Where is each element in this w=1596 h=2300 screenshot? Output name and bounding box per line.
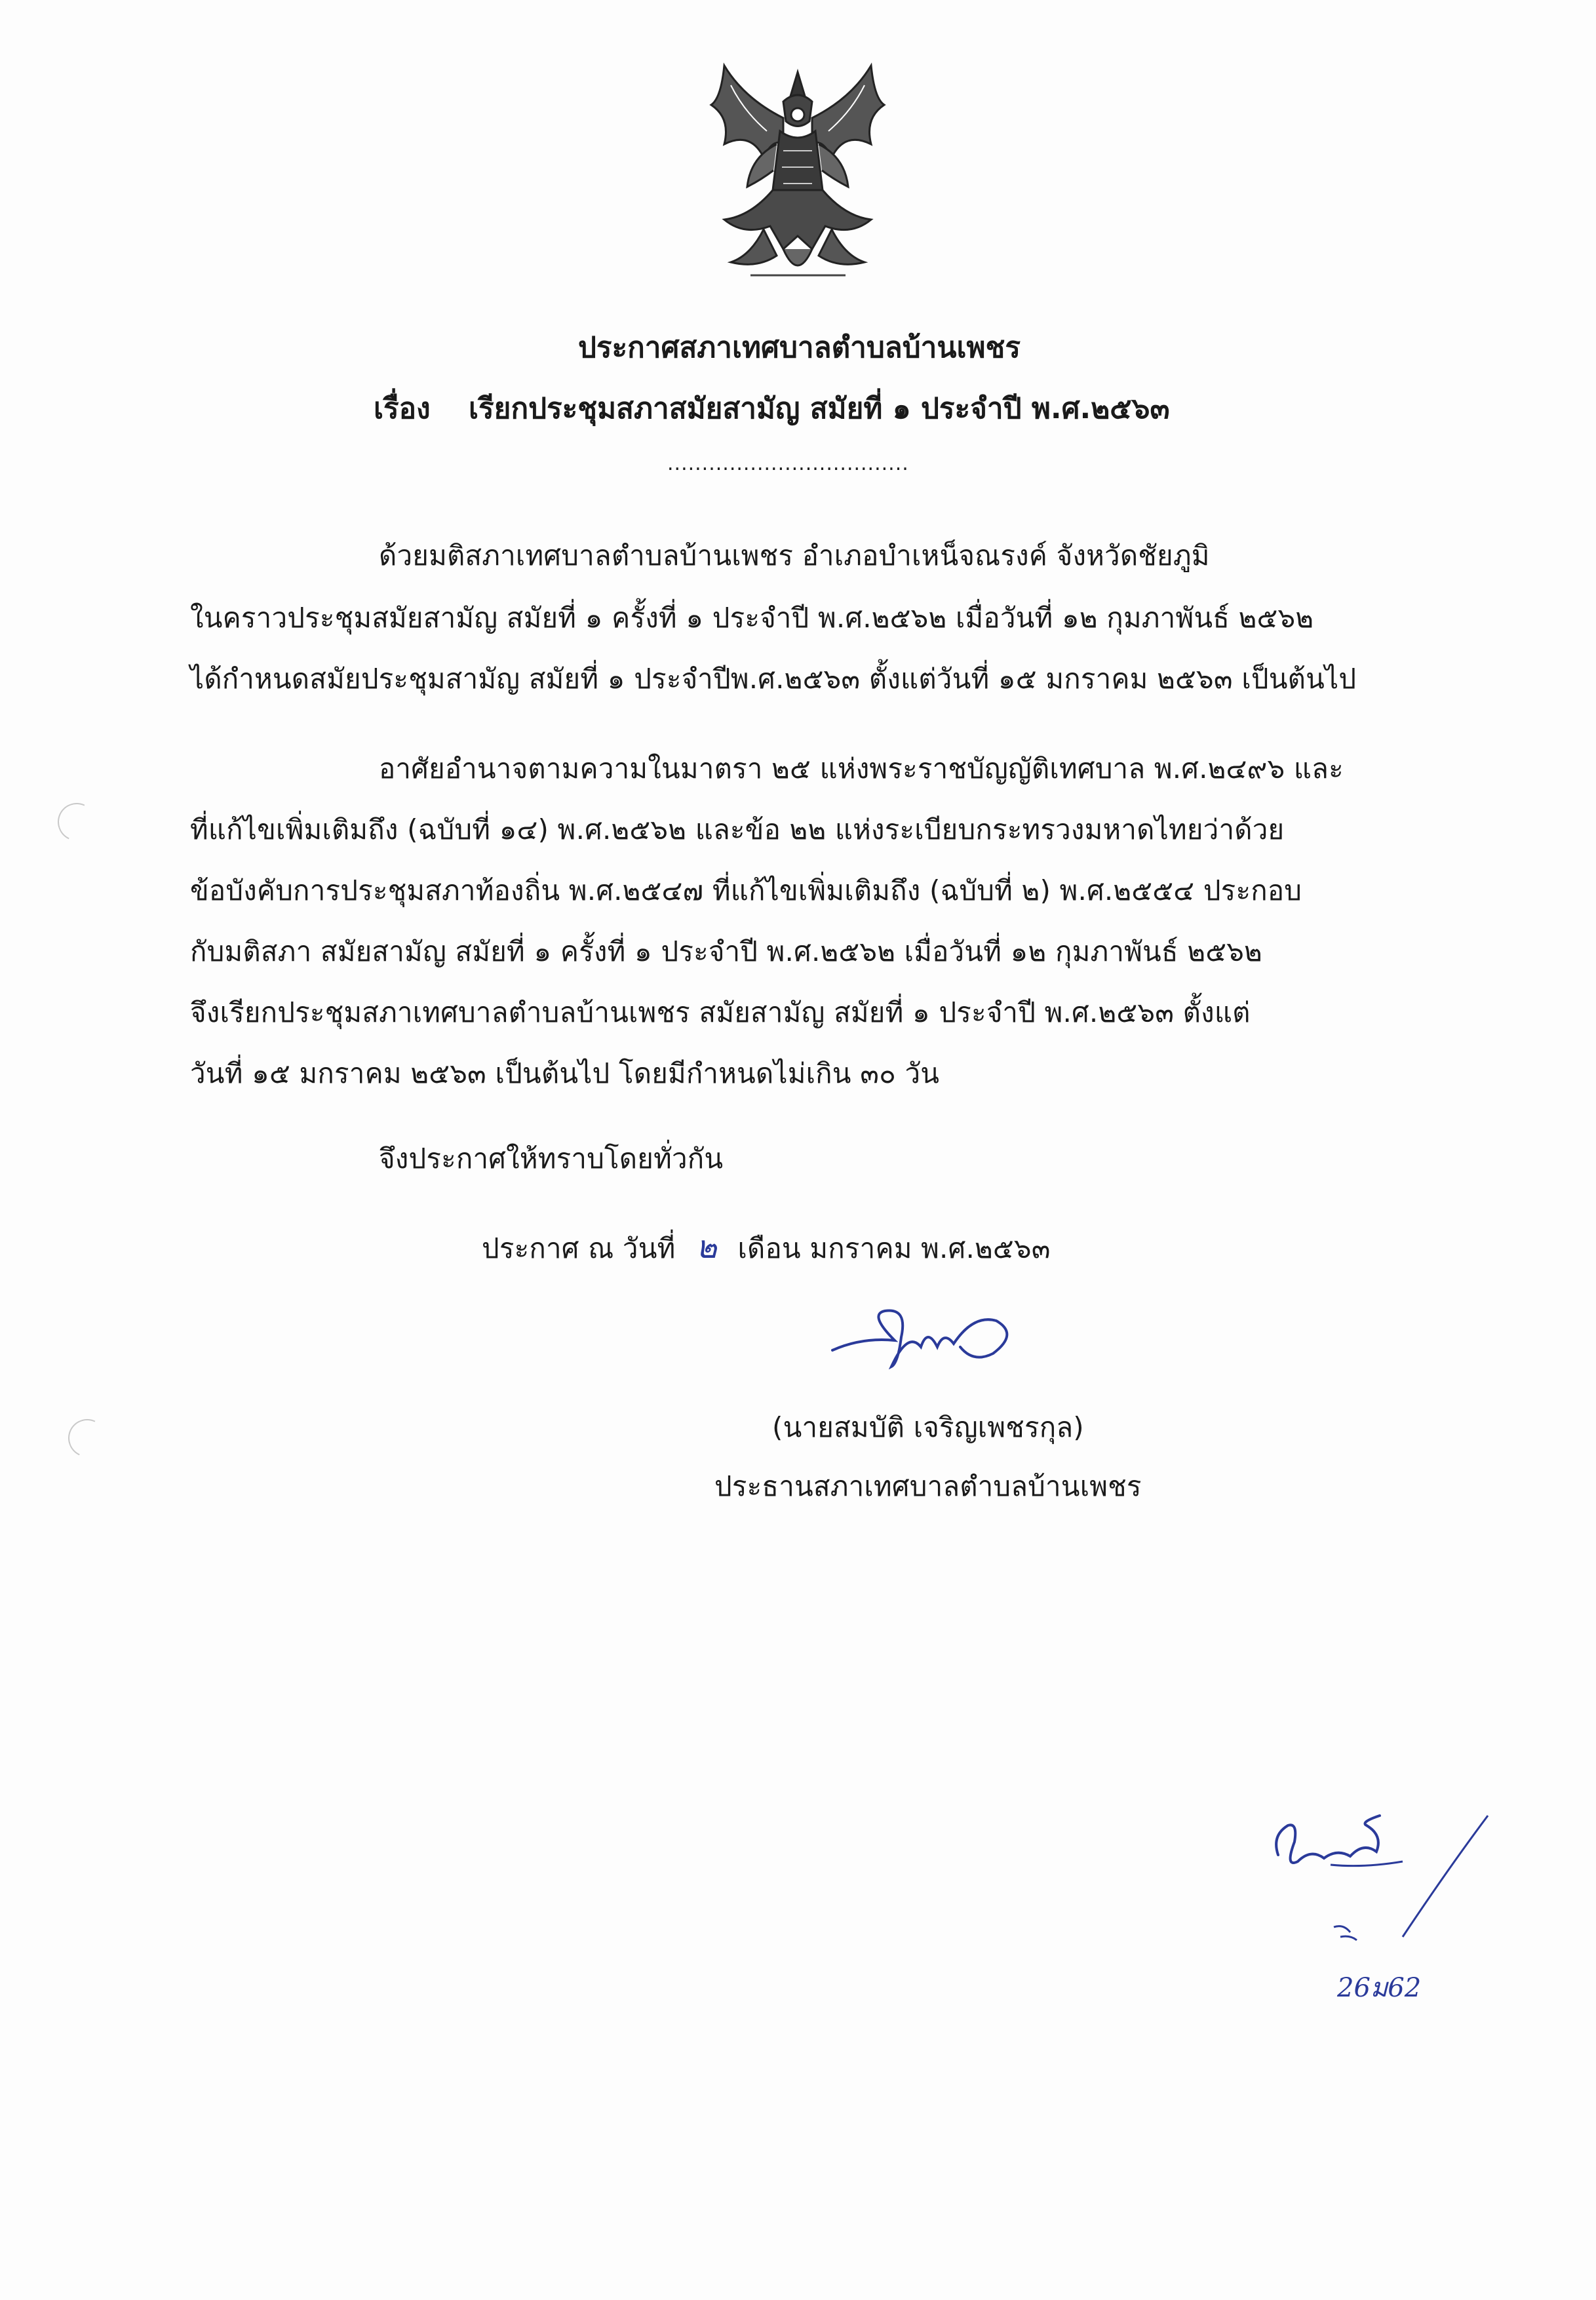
signer-name: (นายสมบัติ เจริญเพชรกุล) [772, 1411, 1084, 1443]
date-suffix: เดือน มกราคม พ.ศ.๒๕๖๓ [737, 1232, 1051, 1264]
paragraph2-line: ที่แก้ไขเพิ่มเติมถึง (ฉบับที่ ๑๔) พ.ศ.๒๕๖๒ และข้อ ๒๒ แห่งระเบียบกระทรวงมหาดไทยว่าด้วย [190, 813, 1285, 846]
announce-line: จึงประกาศให้ทราบโดยทั่วกัน [379, 1142, 724, 1175]
paragraph2-line: อาศัยอำนาจตามความในมาตรา ๒๕ แห่งพระราชบัญญัติเทศบาล พ.ศ.๒๔๙๖ และ [379, 752, 1344, 785]
paragraph2-line: ข้อบังคับการประชุมสภาท้องถิ่น พ.ศ.๒๕๔๗ ที่แก้ไขเพิ่มเติมถึง (ฉบับที่ ๒) พ.ศ.๒๕๕๔ ประกอบ [190, 874, 1302, 906]
punch-hole-mark [63, 1414, 111, 1462]
date-line [482, 1222, 1051, 1272]
garuda-emblem-icon [685, 59, 911, 295]
punch-hole-mark [52, 798, 101, 846]
date-prefix: ประกาศ ณ วันที่ [482, 1232, 676, 1264]
document-subject [374, 385, 1170, 431]
signer-position: ประธานสภาเทศบาลตำบลบ้านเพชร [714, 1470, 1142, 1502]
paragraph2-line: จึงเรียกประชุมสภาเทศบาลตำบลบ้านเพชร สมัยสามัญ สมัยที่ ๑ ประจำปี พ.ศ.๒๕๖๓ ตั้งแต่ [190, 996, 1251, 1028]
paragraph1-line: ได้กำหนดสมัยประชุมสามัญ สมัยที่ ๑ ประจำปีพ.ศ.๒๕๖๓ ตั้งแต่วันที่ ๑๕ มกราคม ๒๕๖๓ เป็นต้นไป [190, 663, 1357, 695]
subject-label: เรื่อง [374, 392, 431, 425]
paragraph1-line: ด้วยมติสภาเทศบาลตำบลบ้านเพชร อำเภอบำเหน็จณรงค์ จังหวัดชัยภูมิ [379, 539, 1210, 572]
paragraph2-line: วันที่ ๑๕ มกราคม ๒๕๖๓ เป็นต้นไป โดยมีกำหนดไม่เกิน ๓๐ วัน [190, 1057, 940, 1089]
document-title: ประกาศสภาเทศบาลตำบลบ้านเพชร [577, 331, 1021, 364]
chairman-signature-icon [823, 1301, 1026, 1373]
subject-text: เรียกประชุมสภาสมัยสามัญ สมัยที่ ๑ ประจำปี พ.ศ.๒๕๖๓ [469, 392, 1170, 425]
paragraph2-line: กับมติสภา สมัยสามัญ สมัยที่ ๑ ครั้งที่ ๑ ประจำปี พ.ศ.๒๕๖๒ เมื่อวันที่ ๑๒ กุมภาพันธ์ ๒๕๖๒ [190, 935, 1262, 967]
title-divider: ................................... [667, 452, 909, 475]
received-date-note: 26ม62 [1337, 1973, 1422, 2003]
paragraph1-line: ในคราวประชุมสมัยสามัญ สมัยที่ ๑ ครั้งที่ ๑ ประจำปี พ.ศ.๒๕๖๒ เมื่อวันที่ ๑๒ กุมภาพันธ์ ๒๕๖๒ [190, 602, 1314, 634]
date-day-handwritten: ๒ [696, 1229, 717, 1266]
